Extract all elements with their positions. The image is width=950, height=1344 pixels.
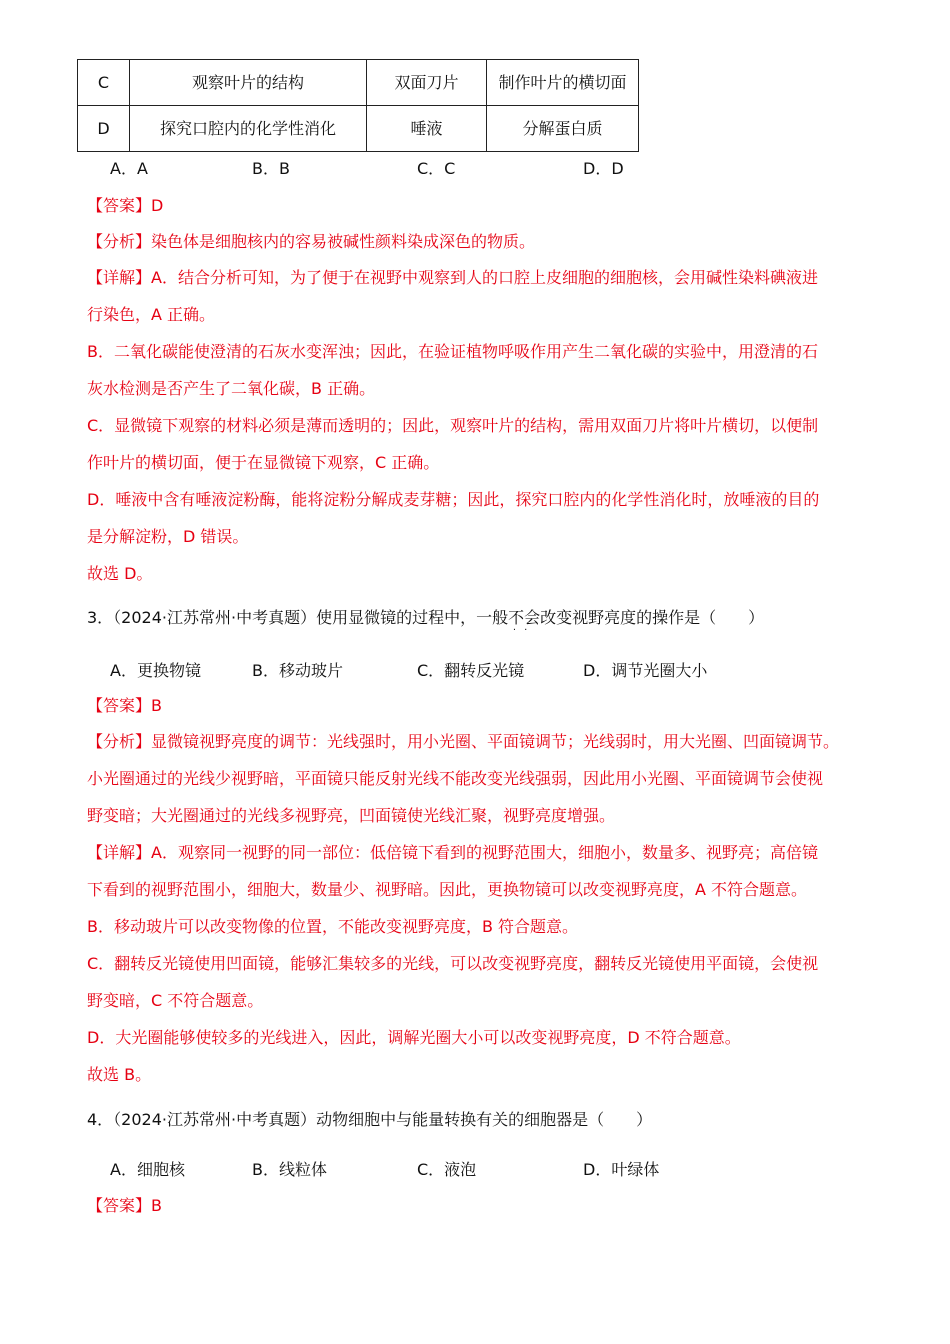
q2-answer: 【答案】D (87, 196, 164, 215)
table-cell: 双面刀片 (367, 60, 487, 106)
detail-line: C．翻转反光镜使用凹面镜，能够汇集较多的光线，可以改变视野亮度，翻转反光镜使用平面镜，会使视 (87, 954, 819, 973)
detail-line: D．唾液中含有唾液淀粉酶，能将淀粉分解成麦芽糖；因此，探究口腔内的化学性消化时，放唾液的目的 (87, 490, 820, 509)
q4-option-a: A．细胞核 (110, 1160, 185, 1179)
detail-line: D．大光圈能够使较多的光线进入，因此，调解光圈大小可以改变视野亮度，D 不符合题意。 (87, 1028, 741, 1047)
q3-analysis (87, 723, 867, 834)
table-cell: C (78, 60, 130, 106)
q4-answer: 【答案】B (87, 1196, 162, 1215)
table-cell: 观察叶片的结构 (130, 60, 367, 106)
q3-option-c: C．翻转反光镜 (417, 661, 525, 680)
q3-option-b: B．移动玻片 (252, 661, 343, 680)
detail-line: 行染色，A 正确。 (87, 305, 216, 324)
detail-line: C．显微镜下观察的材料必须是薄而透明的；因此，观察叶片的结构，需用双面刀片将叶片横切，以便制 (87, 416, 819, 435)
detail-line: 【详解】A．结合分析可知，为了便于在视野中观察到人的口腔上皮细胞的细胞核，会用碱性染料碘液进 (87, 268, 818, 287)
q3-stem (87, 608, 765, 636)
q3-answer: 【答案】B (87, 696, 162, 715)
detail-line: B．二氧化碳能使澄清的石灰水变浑浊；因此，在验证植物呼吸作用产生二氧化碳的实验中，用澄清的石 (87, 342, 818, 361)
table-cell: D (78, 106, 130, 152)
options-table (77, 59, 639, 152)
q2-detail (87, 259, 867, 592)
q4-stem: 4．（2024·江苏常州·中考真题）动物细胞中与能量转换有关的细胞器是（ ） (87, 1110, 653, 1129)
detail-line: B．移动玻片可以改变物像的位置，不能改变视野亮度，B 符合题意。 (87, 917, 579, 936)
table-cell: 探究口腔内的化学性消化 (130, 106, 367, 152)
detail-line: 下看到的视野范围小，细胞大，数量少、视野暗。因此，更换物镜可以改变视野亮度，A 不符合题意。 (87, 880, 808, 899)
analysis-line: 小光圈通过的光线少视野暗，平面镜只能反射光线不能改变光线强弱，因此用小光圈、平面镜调节会使视 (87, 769, 824, 788)
analysis-line: 【分析】显微镜视野亮度的调节：光线强时，用小光圈、平面镜调节；光线弱时，用大光圈、凹面镜调节。 (87, 732, 840, 751)
q3-detail (87, 834, 867, 1093)
detail-line: 故选 B。 (87, 1065, 152, 1084)
table-row (78, 106, 639, 152)
detail-line: 故选 D。 (87, 564, 153, 583)
detail-line: 是分解淀粉，D 错误。 (87, 527, 249, 546)
q2-option-d: D．D (583, 159, 624, 178)
q3-option-d: D．调节光圈大小 (583, 661, 708, 680)
detail-line: 野变暗，C 不符合题意。 (87, 991, 264, 1010)
q2-option-a: A．A (110, 159, 148, 178)
q4-option-b: B．线粒体 (252, 1160, 327, 1179)
detail-line: 【详解】A．观察同一视野的同一部位：低倍镜下看到的视野范围大，细胞小，数量多、视野亮；高倍镜 (87, 843, 818, 862)
q3-option-a: A．更换物镜 (110, 661, 201, 680)
table-cell: 分解蛋白质 (487, 106, 639, 152)
detail-line: 作叶片的横切面，便于在显微镜下观察，C 正确。 (87, 453, 440, 472)
detail-line: 灰水检测是否产生了二氧化碳，B 正确。 (87, 379, 376, 398)
table-row (78, 60, 639, 106)
analysis-line: 野变暗；大光圈通过的光线多视野亮，凹面镜使光线汇聚，视野亮度增强。 (87, 806, 616, 825)
q3-stem-text: 3．（2024·江苏常州·中考真题）使用显微镜的过程中，一般 (87, 608, 509, 627)
q3-stem-emph-text: 不会 (508, 608, 541, 627)
q2-option-b: B．B (252, 159, 290, 178)
table-cell: 唾液 (367, 106, 487, 152)
q2-option-c: C．C (417, 159, 456, 178)
q2-analysis: 【分析】染色体是细胞核内的容易被碱性颜料染成深色的物质。 (87, 232, 536, 251)
emphasis-dots-icon: ·· (512, 625, 536, 636)
table-cell: 制作叶片的横切面 (487, 60, 639, 106)
q4-option-d: D．叶绿体 (583, 1160, 660, 1179)
q4-option-c: C．液泡 (417, 1160, 477, 1179)
q3-stem-text-end: 改变视野亮度的操作是（ ） (540, 608, 765, 627)
q3-stem-emphasis (508, 608, 541, 636)
